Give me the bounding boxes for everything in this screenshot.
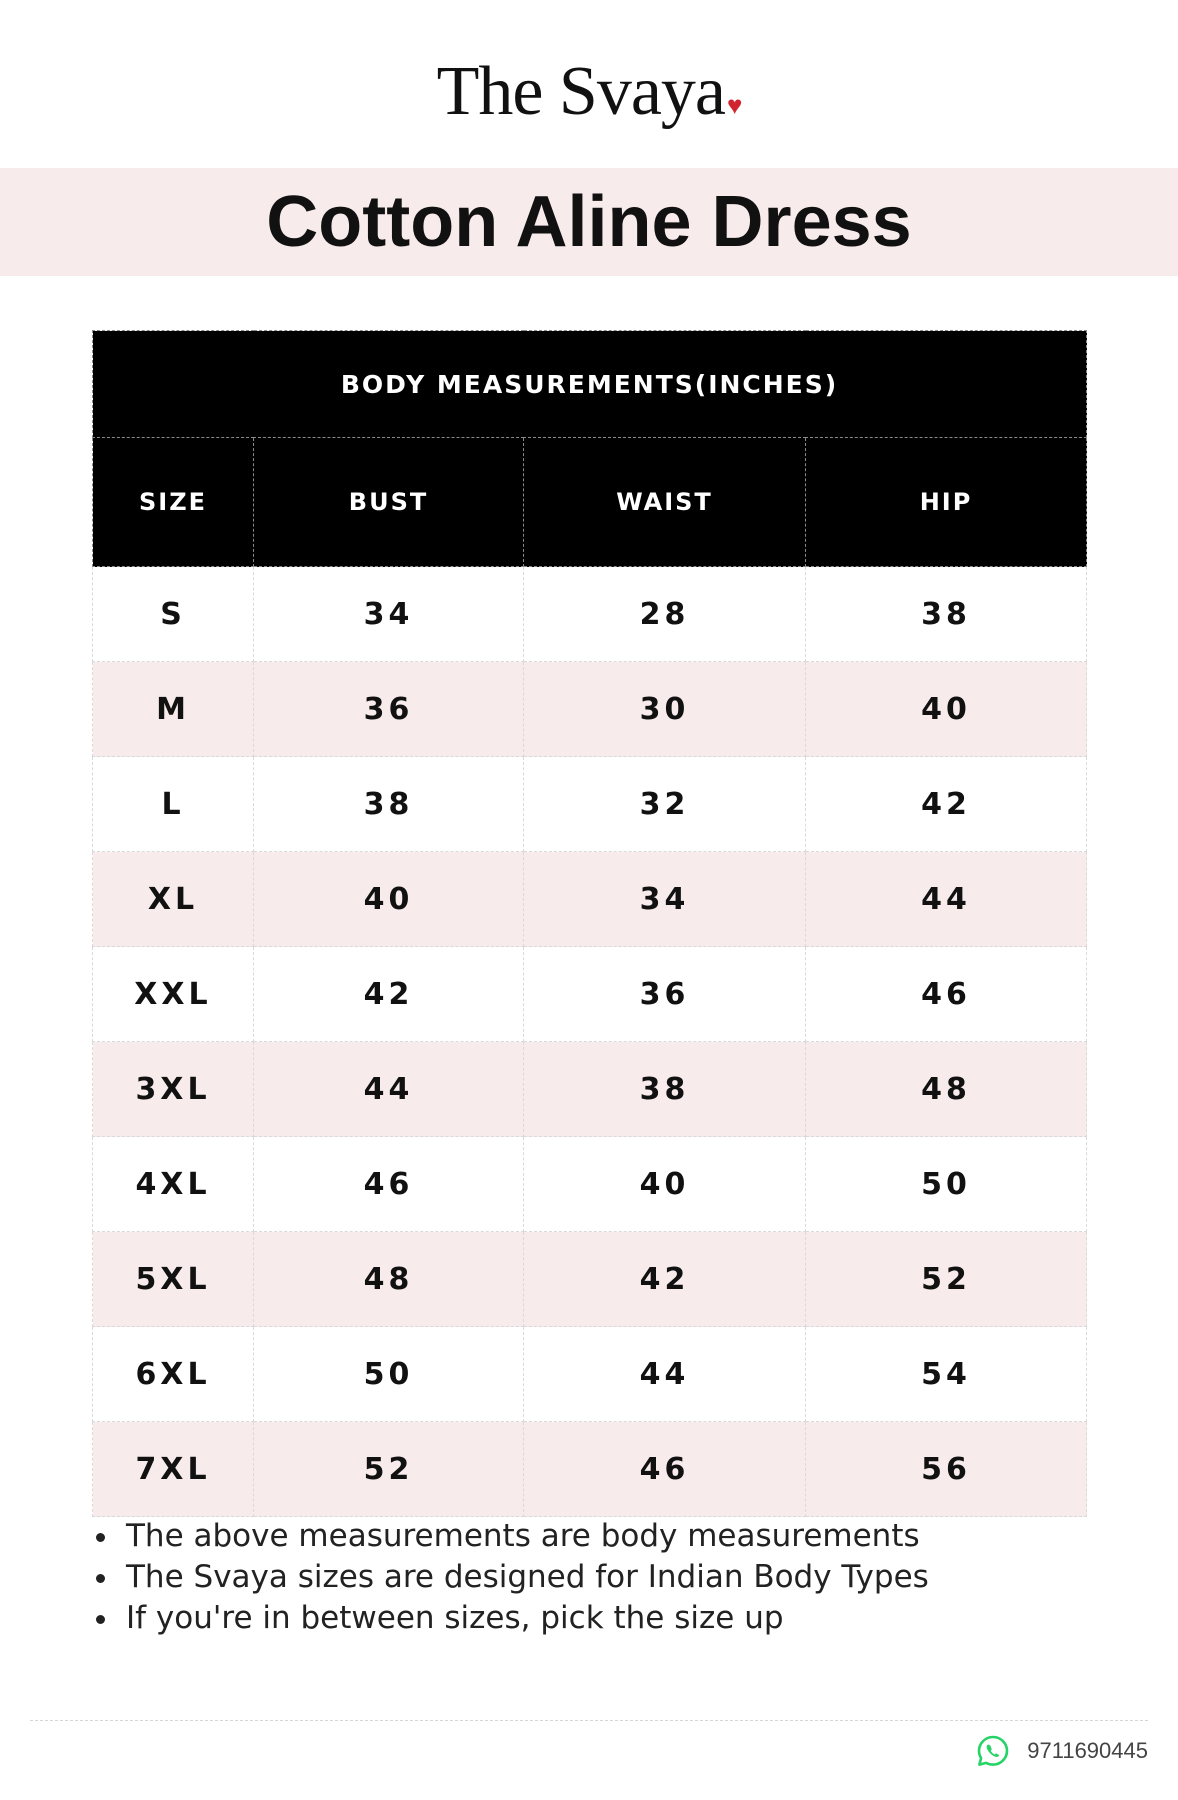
brand-logo xyxy=(0,52,1178,132)
column-header-size: SIZE xyxy=(93,438,254,567)
table-row xyxy=(93,567,1087,662)
column-header-bust: BUST xyxy=(254,438,524,567)
hip-cell: 50 xyxy=(806,1137,1087,1232)
size-cell: M xyxy=(93,662,254,757)
size-cell: S xyxy=(93,567,254,662)
hip-cell: 44 xyxy=(806,852,1087,947)
waist-cell: 40 xyxy=(524,1137,806,1232)
phone-number: 9711690445 xyxy=(1027,1738,1148,1763)
bust-cell: 40 xyxy=(254,852,524,947)
table-row xyxy=(93,1422,1087,1517)
whatsapp-icon xyxy=(975,1733,1011,1769)
waist-cell: 38 xyxy=(524,1042,806,1137)
bust-cell: 34 xyxy=(254,567,524,662)
note-item: The Svaya sizes are designed for Indian Body Types xyxy=(92,1557,929,1598)
waist-cell: 32 xyxy=(524,757,806,852)
bust-cell: 50 xyxy=(254,1327,524,1422)
table-row xyxy=(93,1232,1087,1327)
waist-cell: 28 xyxy=(524,567,806,662)
hip-cell: 38 xyxy=(806,567,1087,662)
size-chart-table xyxy=(92,330,1087,1517)
waist-cell: 34 xyxy=(524,852,806,947)
size-cell: 6XL xyxy=(93,1327,254,1422)
waist-cell: 36 xyxy=(524,947,806,1042)
size-cell: 7XL xyxy=(93,1422,254,1517)
table-row xyxy=(93,852,1087,947)
size-cell: 4XL xyxy=(93,1137,254,1232)
title-band xyxy=(0,168,1178,276)
hip-cell: 56 xyxy=(806,1422,1087,1517)
heart-icon: ♥ xyxy=(726,91,742,120)
size-cell: XL xyxy=(93,852,254,947)
table-row xyxy=(93,947,1087,1042)
waist-cell: 46 xyxy=(524,1422,806,1517)
table-row xyxy=(93,662,1087,757)
bust-cell: 36 xyxy=(254,662,524,757)
hip-cell: 52 xyxy=(806,1232,1087,1327)
waist-cell: 44 xyxy=(524,1327,806,1422)
bust-cell: 46 xyxy=(254,1137,524,1232)
column-header-waist: WAIST xyxy=(524,438,806,567)
size-cell: XXL xyxy=(93,947,254,1042)
hip-cell: 42 xyxy=(806,757,1087,852)
bust-cell: 44 xyxy=(254,1042,524,1137)
bust-cell: 48 xyxy=(254,1232,524,1327)
hip-cell: 40 xyxy=(806,662,1087,757)
table-row xyxy=(93,757,1087,852)
bust-cell: 42 xyxy=(254,947,524,1042)
size-cell: L xyxy=(93,757,254,852)
column-header-hip: HIP xyxy=(806,438,1087,567)
size-cell: 3XL xyxy=(93,1042,254,1137)
note-item: If you're in between sizes, pick the size up xyxy=(92,1598,929,1639)
size-cell: 5XL xyxy=(93,1232,254,1327)
hip-cell: 54 xyxy=(806,1327,1087,1422)
table-row xyxy=(93,1327,1087,1422)
waist-cell: 42 xyxy=(524,1232,806,1327)
brand-name: The Svaya xyxy=(436,53,725,130)
page-title: Cotton Aline Dress xyxy=(266,182,912,262)
hip-cell: 48 xyxy=(806,1042,1087,1137)
bust-cell: 52 xyxy=(254,1422,524,1517)
footer-divider xyxy=(30,1720,1148,1721)
note-item: The above measurements are body measurements xyxy=(92,1516,929,1557)
table-row xyxy=(93,1137,1087,1232)
waist-cell: 30 xyxy=(524,662,806,757)
notes-list xyxy=(92,1516,929,1639)
table-super-header: BODY MEASUREMENTS(INCHES) xyxy=(93,331,1087,438)
contact-row xyxy=(975,1733,1148,1769)
hip-cell: 46 xyxy=(806,947,1087,1042)
bust-cell: 38 xyxy=(254,757,524,852)
table-row xyxy=(93,1042,1087,1137)
